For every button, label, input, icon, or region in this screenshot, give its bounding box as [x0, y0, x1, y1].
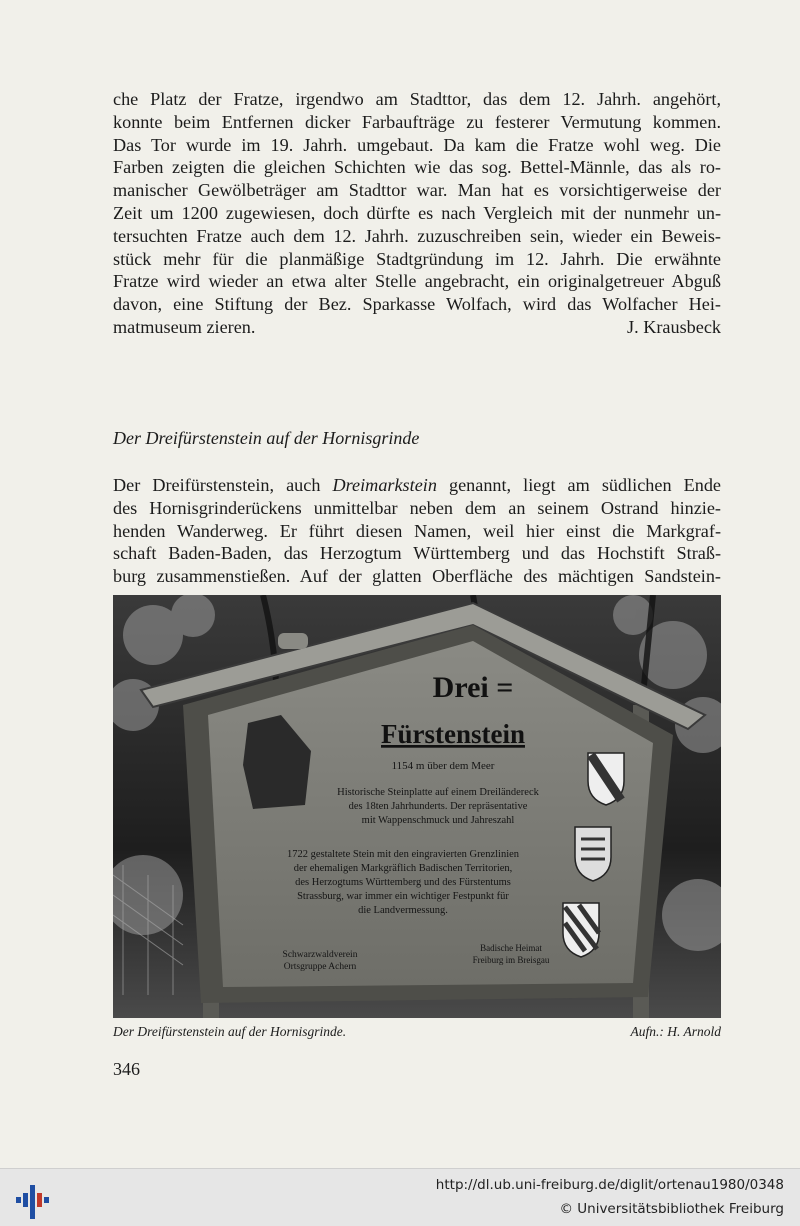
text-line: che Platz der Fratze, irgendwo am Stadttor, das dem 12. Jahrh. angehört, — [113, 89, 721, 109]
page-number: 346 — [113, 1059, 140, 1079]
text-line: burg zusammenstießen. Auf der glatten Oberfläche des mächtigen Sandstein- — [113, 566, 721, 587]
photo-caption — [113, 1024, 721, 1040]
paragraph-2 — [113, 474, 721, 588]
text-span: Der Dreifürstenstein, auch — [113, 475, 333, 495]
italic-term: Dreimarkstein — [332, 475, 437, 495]
sign-org-left: Ortsgruppe Achern — [283, 962, 357, 972]
library-footer — [0, 1168, 800, 1226]
paragraph-1 — [113, 88, 721, 339]
caption-text: Der Dreifürstenstein auf der Hornisgrinde. — [113, 1024, 347, 1039]
sign-photo-graphic — [113, 595, 721, 1018]
copyright-notice: © Universitätsbibliothek Freiburg — [559, 1201, 784, 1217]
text-line: Das Tor wurde im 19. Jahrh. umgebaut. Da kam die Fratze wohl weg. Die — [113, 134, 721, 155]
text-line: matmuseum zieren. — [113, 316, 256, 337]
author-signature: J. Krausbeck — [627, 316, 721, 337]
sign-text1-line: Historische Steinplatte auf einem Dreiländereck — [337, 787, 539, 798]
sign-text2-line: der ehemaligen Markgräflich Badischen Territorien, — [293, 863, 513, 874]
sign-altitude: 1154 m über dem Meer — [391, 760, 495, 772]
library-logo-icon — [12, 1177, 52, 1221]
text-line: stück mehr für die planmäßige Stadtgründung im 12. Jahrh. Die erwähnte — [113, 248, 721, 269]
text-line: davon, eine Stiftung der Bez. Sparkasse Wolfach, wird das Wolfacher Hei- — [113, 294, 721, 315]
sign-org-right: Freiburg im Breisgau — [472, 955, 550, 965]
text-line — [113, 474, 721, 497]
sign-title-line2: Fürstenstein — [381, 719, 525, 749]
sign-org-right: Badische Heimat — [480, 943, 542, 953]
sign-text2-line: 1722 gestaltete Stein mit den eingravierten Grenzlinien — [286, 849, 520, 860]
text-line: schaft Baden-Baden, das Herzogtum Württemberg und das Hochstift Straß- — [113, 543, 721, 564]
sign-text1-line: mit Wappenschmuck und Jahreszahl — [361, 815, 515, 826]
text-line: des Hornisgrinderückens unmittelbar neben dem an seinem Ostrand hinzie- — [113, 497, 721, 518]
text-line: Fratze wird wieder an etwa alter Stelle angebracht, ein originalgetreuer Abguß — [113, 271, 721, 292]
sign-text2-line: die Landvermessung. — [358, 905, 448, 916]
text-line: konnte beim Entfernen dicker Farbaufträge zu festerer Vermutung kommen. — [113, 111, 721, 132]
text-span: genannt, liegt am südlichen Ende — [436, 475, 721, 495]
text-line: Farben zeigten die gleichen Schichten wie das sog. Bettel-Männle, das als ro- — [113, 157, 721, 178]
text-line: henden Wanderweg. Er führt diesen Namen, weil hier einst die Markgraf- — [113, 520, 721, 541]
text-line: manischer Gewölbeträger am Stadttor war. Man hat es vorsichtigerweise der — [113, 180, 721, 201]
sign-text1-line: des 18ten Jahrhunderts. Der repräsentative — [348, 801, 528, 812]
sign-photo — [113, 595, 721, 1018]
source-url-link[interactable]: http://dl.ub.uni-freiburg.de/diglit/ortenau1980/0348 — [435, 1177, 784, 1193]
text-line: tersuchten Fratze auch dem 12. Jahrh. zuzuschreiben sein, wieder ein Beweis- — [113, 225, 721, 246]
sign-org-left: Schwarzwaldverein — [282, 950, 358, 960]
text-line: Zeit um 1200 zugewiesen, doch dürfte es nach Vergleich mit der nunmehr un- — [113, 202, 721, 223]
photo-credit: Aufn.: H. Arnold — [630, 1024, 721, 1039]
section-title: Der Dreifürstenstein auf der Hornisgrinde — [113, 428, 420, 448]
closing-line — [113, 316, 721, 339]
sign-title-line1: Drei = — [432, 671, 514, 704]
sign-text2-line: des Herzogtums Württemberg und des Fürstentums — [295, 877, 511, 888]
sign-text2-line: Strassburg, war immer ein wichtiger Festpunkt für — [297, 891, 509, 902]
